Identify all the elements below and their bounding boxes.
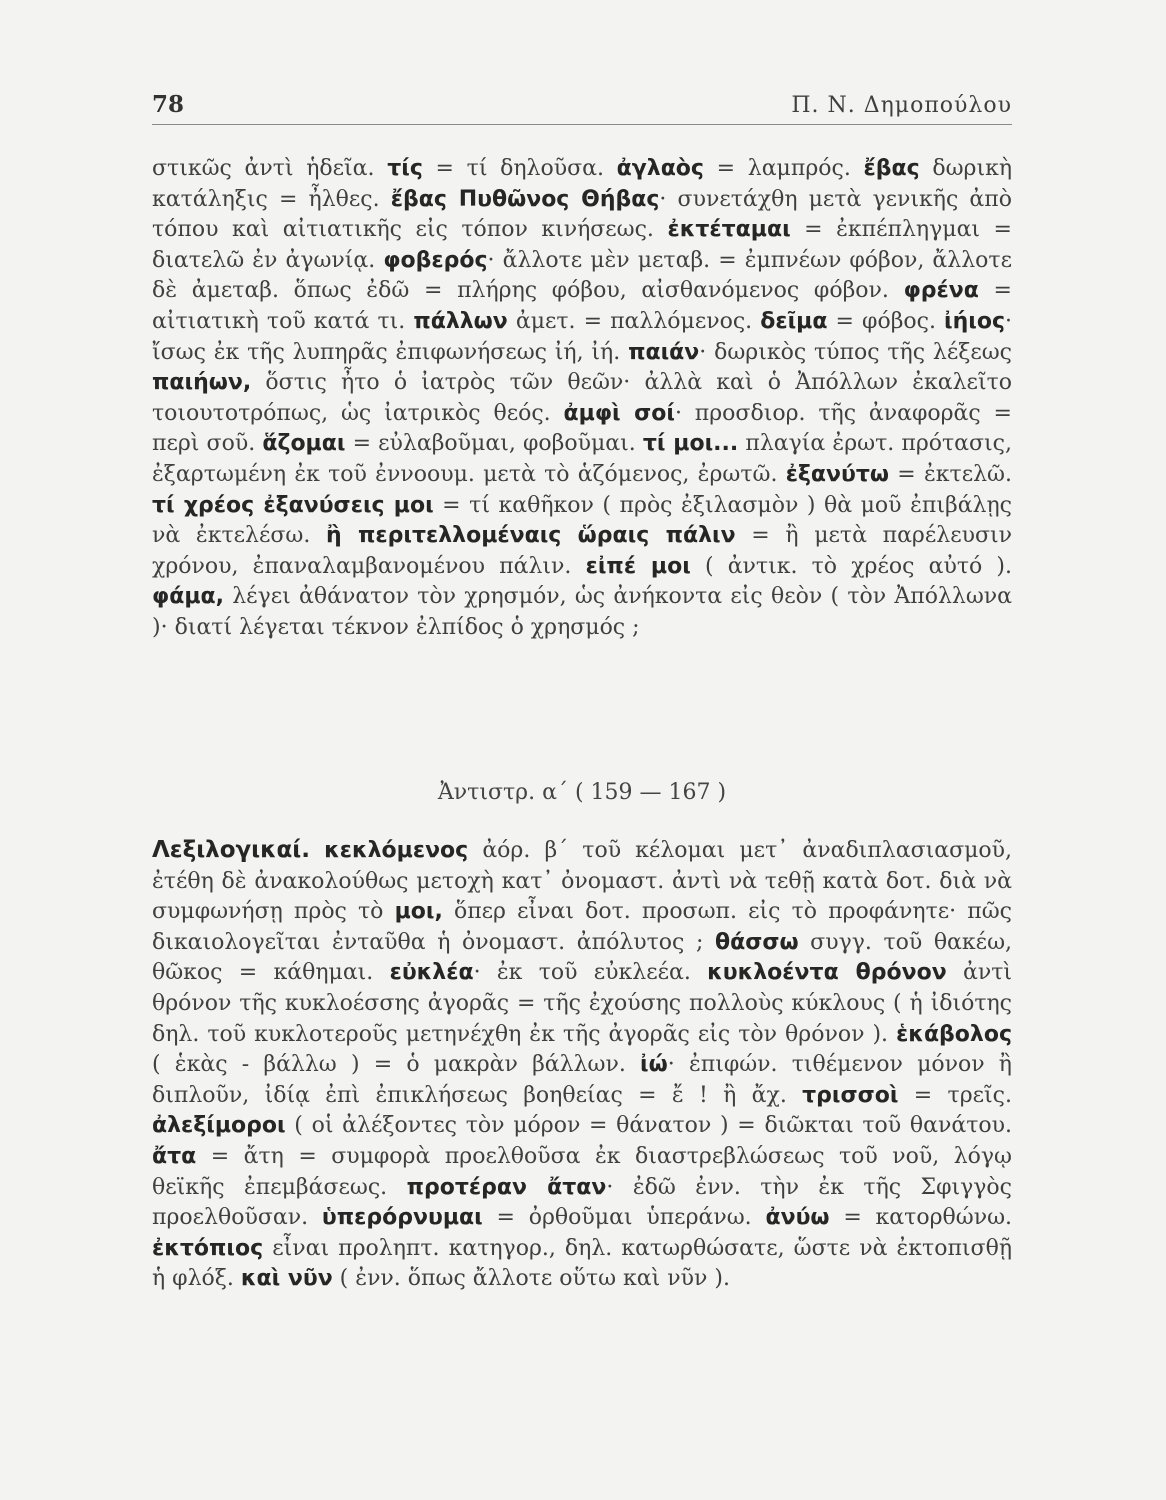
lemma-term: ἀμφὶ σοί: [563, 400, 675, 426]
lemma-term: μοι,: [394, 899, 443, 925]
page-number: 78: [152, 91, 185, 118]
lemma-term: θάσσω: [714, 929, 799, 955]
commentary-block-1: [152, 154, 1012, 644]
text-run: · ἐκ τοῦ εὐκλεέα.: [473, 960, 708, 986]
lemma-term: εὐκλέα: [389, 960, 474, 986]
lemma-term: ἐκτέταμαι: [667, 217, 791, 243]
text-run: συγγ. τοῦ θακέω, θῶκος = κάθημαι.: [152, 929, 1012, 986]
text-run: λέγει ἀθάνατον τὸν χρησμόν, ὡς ἀνήκοντα εἰς θεὸν ( τὸν Ἀπόλλωνα )· διατί λέγεται τέκνον ἐλπίδος ὁ χρησμός ;: [152, 584, 1012, 640]
text-run: εἶναι προληπτ. κατηγορ., δηλ. κατωρθώσατε, ὥστε νὰ ἐκτοπισθῇ ἡ φλόξ.: [152, 1235, 1012, 1292]
lemma-term: δεῖμα: [760, 308, 828, 334]
lemma-term: τίς: [387, 156, 423, 181]
lemma-term: ἑκάβολος: [896, 1021, 1012, 1047]
text-run: ( οἱ ἀλέξοντες τὸν μόρον = θάνατον ) = διῶκται τοῦ θανάτου.: [285, 1113, 1012, 1139]
text-run: = τί καθῆκον ( πρὸς ἐξιλασμὸν ) θὰ μοῦ ἐπιβάλῃς νὰ ἐκτελέσω.: [152, 492, 1012, 549]
text-run: ὅστις ἦτο ὁ ἰατρὸς τῶν θεῶν· ἀλλὰ καὶ ὁ Ἀπόλλων ἐκαλεῖτο τοιουτοτρόπως, ὡς ἰατρικὸς θεός.: [152, 370, 1012, 426]
text-run: ( ἀντικ. τὸ χρέος αὐτό ).: [690, 553, 1013, 579]
text-run: · δωρικὸς τύπος τῆς λέξεως: [699, 339, 1013, 365]
text-run: ὅπερ εἶναι δοτ. προσωπ. εἰς τὸ προφάνητε· πῶς δικαιολογεῖται ἐνταῦθα ἡ ὀνομαστ. ἀπόλυτος ;: [152, 899, 1013, 955]
lemma-term: ἰώ: [640, 1052, 668, 1078]
text-run: · ἄλλοτε μὲν μεταβ. = ἐμπνέων φόβον, ἄλλοτε δὲ ἀμεταβ. ὅπως ἐδῶ = πλήρης φόβου, αἰσθανόμενος φόβον.: [152, 247, 1012, 304]
lemma-term: φοβερός: [383, 247, 488, 273]
text-run: πλαγία ἐρωτ. πρότασις, ἐξαρτωμένη ἐκ τοῦ ἐννοουμ. μετὰ τὸ ἁζόμενος, ἐρωτῶ.: [152, 431, 1012, 487]
lemma-term: ἐκτόπιος: [152, 1235, 264, 1261]
text-run: = τρεῖς.: [898, 1082, 1012, 1108]
text-run: δωρικὴ κατάληξις = ἦλθες.: [152, 156, 1013, 212]
text-run: · ἐπιφών. τιθέμενον μόνον ἢ διπλοῦν, ἰδίᾳ ἐπὶ ἐπικλήσεως βοηθείας = ἔ ! ἢ ἄχ.: [152, 1052, 1012, 1108]
lemma-term: τί μοι...: [642, 431, 739, 457]
text-run: = λαμπρός.: [703, 156, 864, 181]
lemma-term: τρισσοὶ: [802, 1082, 899, 1108]
sub-label: Λεξιλογικαί.: [152, 837, 310, 863]
lemma-term: παιάν: [628, 339, 700, 365]
running-head: Π. Ν. Δημοπούλου: [791, 93, 1012, 118]
text-run: = αἰτιατικὴ τοῦ κατά τι.: [152, 278, 1012, 334]
text-run: ( ἑκὰς - βάλλω ) = ὁ μακρὰν βάλλων.: [152, 1052, 641, 1078]
text-run: · συνετάχθη μετὰ γενικῆς ἀπὸ τόπου καὶ αἰτιατικῆς εἰς τόπον κινήσεως.: [152, 186, 1012, 243]
lemma-term: ἰήιος: [944, 308, 1006, 334]
lemma-term: εἰπέ μοι: [585, 553, 691, 579]
lemma-term: φρένα: [903, 278, 979, 304]
text-run: = ἐκτελῶ.: [889, 461, 1012, 487]
lemma-term: προτέραν ἄταν: [406, 1174, 607, 1200]
text-run: ἀόρ. β΄ τοῦ κέλομαι μετ᾽ ἀναδιπλασιασμοῦ, ἐτέθη δὲ ἀνακολούθως μετοχὴ κατ᾽ ὀνομαστ. ἀντὶ νὰ τεθῇ κατὰ δοτ. διὰ νὰ συμφωνήσῃ πρὸς τὸ: [152, 838, 1012, 925]
text-run: = ὀρθοῦμαι ὑπεράνω.: [482, 1205, 766, 1231]
lemma-term: ἐξανύτω: [785, 461, 890, 487]
commentary-block-2: [152, 835, 1012, 1295]
lemma-term: παιήων,: [152, 370, 252, 396]
lemma-term: ἔβας Πυθῶνος Θήβας: [390, 186, 660, 212]
lemma-term: ἔβας: [863, 156, 920, 181]
page-header: [152, 78, 1012, 125]
text-run: · ἐδῶ ἐνν. τὴν ἐκ τῆς Σφιγγὸς προελθοῦσαν.: [152, 1174, 1012, 1231]
text-run: στικῶς ἀντὶ ἡδεῖα.: [152, 156, 388, 181]
lemma-term: ἅζομαι: [262, 431, 346, 457]
lemma-term: καὶ νῦν: [240, 1266, 333, 1292]
lemma-term: πάλλων: [413, 308, 508, 334]
text-run: ἀντὶ θρόνον τῆς κυκλοέσσης ἀγορᾶς = τῆς ἐχούσης πολλοὺς κύκλους ( ἡ ἰδιότης δηλ. τοῦ κυκλοτεροῦς μετηνέχθη ἐκ τῆς ἀγορᾶς εἰς τὸν θρόνον ).: [152, 960, 1012, 1047]
lemma-term: κυκλοέντα θρόνον: [707, 960, 947, 986]
lemma-term: ὑπερόρνυμαι: [321, 1205, 483, 1231]
lemma-term: ἀγλαὸς: [616, 156, 704, 181]
text-run: = ἄτη = συμφορὰ προελθοῦσα ἐκ διαστρεβλώσεως τοῦ νοῦ, λόγῳ θεϊκῆς ἐπεμβάσεως.: [152, 1143, 1012, 1200]
section-heading: Ἀντιστρ. α΄ ( 159 — 167 ): [437, 780, 727, 805]
lemma-term: φάμα,: [152, 584, 224, 610]
lemma-term: κεκλόμενος: [324, 838, 469, 863]
text-run: · ἴσως ἐκ τῆς λυπηρᾶς ἐπιφωνήσεως ἰή, ἰή.: [152, 308, 1013, 365]
text-run: = τί δηλοῦσα.: [422, 156, 617, 181]
text-run: = εὐλαβοῦμαι, φοβοῦμαι.: [345, 431, 643, 457]
lemma-term: ἀλεξίμοροι: [152, 1113, 286, 1139]
commentary-paragraph: [152, 835, 1012, 1295]
text-run: ( ἐνν. ὅπως ἄλλοτε οὕτω καὶ νῦν ).: [332, 1266, 730, 1292]
commentary-paragraph: [152, 154, 1012, 644]
lemma-term: ἄτα: [152, 1143, 197, 1169]
text-run: = ἢ μετὰ παρέλευσιν χρόνου, ἐπαναλαμβανομένου πάλιν.: [152, 523, 1012, 579]
text-run: = κατορθώνω.: [829, 1205, 1013, 1231]
lemma-term: ἀνύω: [765, 1205, 830, 1231]
lemma-term: ἢ περιτελλομέναις ὥραις πάλιν: [325, 523, 736, 549]
text-run: = ἐκπέπληγμαι = διατελῶ ἐν ἀγωνίᾳ.: [152, 217, 1012, 273]
text-run: = φόβος.: [827, 308, 945, 334]
text-run: · προσδιορ. τῆς ἀναφορᾶς = περὶ σοῦ.: [152, 400, 1012, 457]
lemma-term: τί χρέος ἐξανύσεις μοι: [152, 492, 434, 518]
text-run: ἀμετ. = παλλόμενος.: [507, 308, 761, 334]
